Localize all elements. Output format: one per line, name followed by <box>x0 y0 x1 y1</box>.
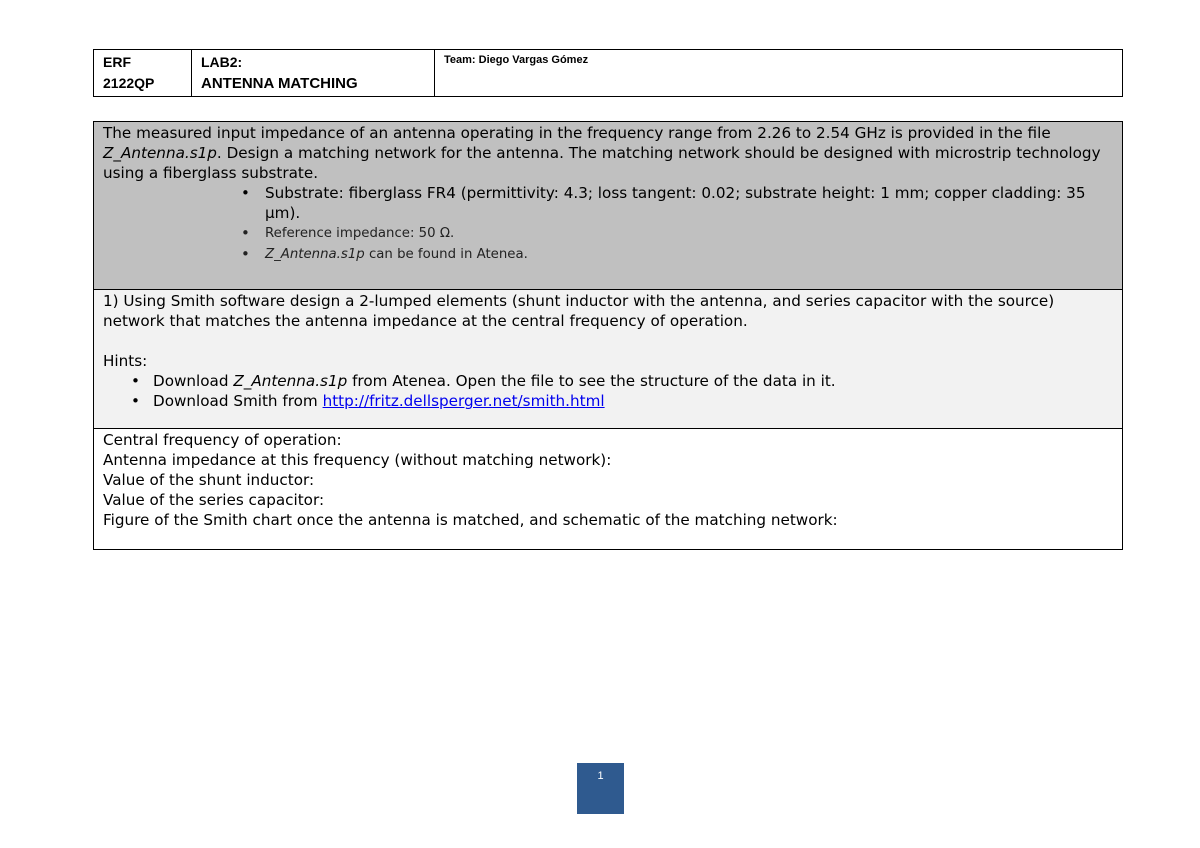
answer-shunt-inductor: Value of the shunt inductor: <box>103 471 315 489</box>
spec-reference: • Reference impedance: 50 Ω. <box>253 223 1114 244</box>
answer-series-capacitor: Value of the series capacitor: <box>103 491 325 509</box>
spec-substrate: • Substrate: fiberglass FR4 (permittivity: 4.3; loss tangent: 0.02; substrate height: 1 mm; copper cladding: 35 µm). <box>253 183 1114 223</box>
intro-text-1: The measured input impedance of an antenna operating in the frequency range from 2.26 to 2.54 GHz is provided in the file <box>103 124 1051 142</box>
spec-file-text: can be found in Atenea. <box>364 247 528 262</box>
intro-paragraph <box>103 123 1114 183</box>
lab-cell <box>192 50 435 96</box>
intro-section <box>94 122 1122 290</box>
course-code: ERF <box>103 54 131 70</box>
spec-file-name: Z_Antenna.s1p <box>265 247 365 262</box>
hint1-file: Z_Antenna.s1p <box>233 372 348 390</box>
spec-file <box>253 244 1114 265</box>
intro-file-name: Z_Antenna.s1p <box>103 144 217 162</box>
hint2-pre: Download Smith from <box>153 392 323 410</box>
smith-link[interactable]: http://fritz.dellsperger.net/smith.html <box>322 392 605 410</box>
answer-central-frequency: Central frequency of operation: <box>103 431 342 449</box>
hint-download-smith <box>153 391 1114 411</box>
hints-label: Hints: <box>103 352 148 370</box>
lab-title: ANTENNA MATCHING <box>201 75 358 92</box>
hint1-post: from Atenea. Open the file to see the structure of the data in it. <box>347 372 836 390</box>
intro-text-2: . Design a matching network for the antenna. The matching network should be designed with microstrip technology using a fiberglass substrate. <box>103 144 1101 182</box>
answers-section <box>94 429 1122 548</box>
answer-smith-figure: Figure of the Smith chart once the antenna is matched, and schematic of the matching network: <box>103 511 838 529</box>
team-cell <box>435 50 1122 96</box>
task-text: 1) Using Smith software design a 2-lumped elements (shunt inductor with the antenna, and series capacitor with the source) network that matches the antenna impedance at the central frequency of operation. <box>103 292 1055 330</box>
page-number-box <box>577 763 624 814</box>
task-section <box>94 290 1122 429</box>
header-table <box>93 49 1123 97</box>
answer-antenna-impedance: Antenna impedance at this frequency (without matching network): <box>103 451 612 469</box>
hint1-pre: Download <box>153 372 234 390</box>
lab-number: LAB2: <box>201 54 243 70</box>
semester: 2122QP <box>103 75 155 91</box>
hint-download-file <box>153 371 1114 391</box>
assignment-table <box>93 121 1123 550</box>
team-name: Team: Diego Vargas Gómez <box>444 54 589 66</box>
spec-list <box>103 183 1114 265</box>
hints-list <box>103 371 1114 411</box>
course-cell <box>94 50 192 96</box>
page-number: 1 <box>597 770 604 782</box>
